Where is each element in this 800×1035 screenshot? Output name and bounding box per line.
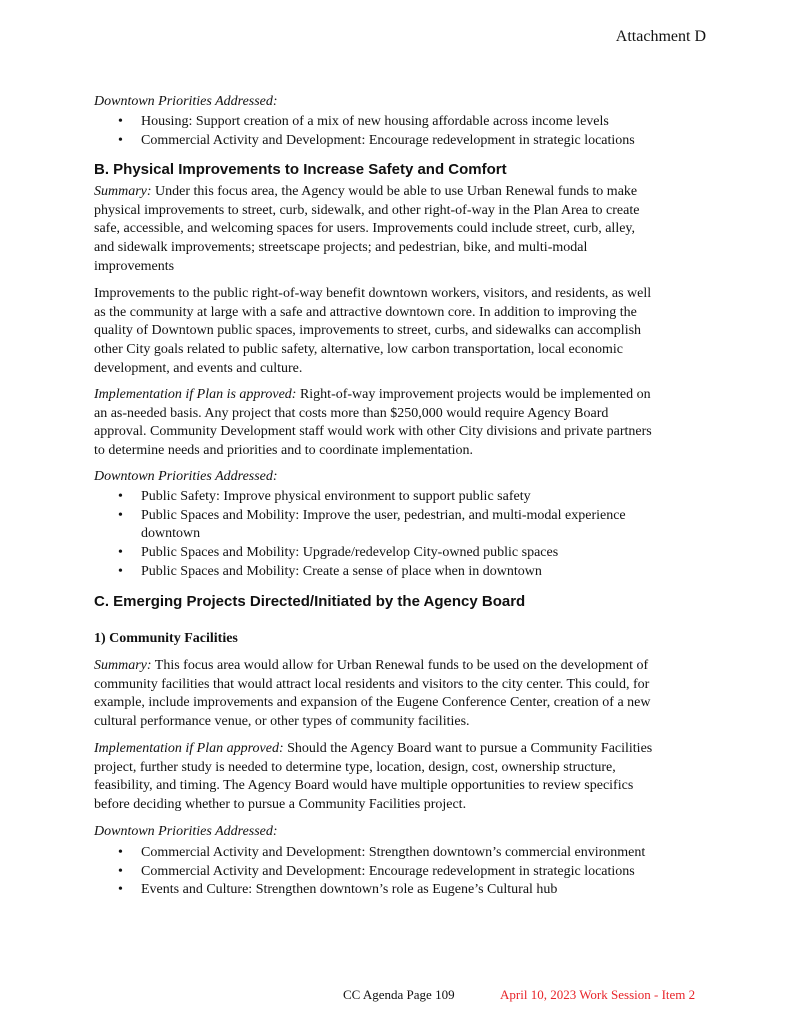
text-line: physical improvements to street, curb, sidewalk, and other right-of-way in the Plan Area to create [94, 202, 640, 218]
text-line [94, 657, 714, 676]
label-block [94, 823, 714, 842]
text-line: project, further study is needed to determine type, location, design, cost, ownership structure, [94, 759, 616, 775]
bullet-icon: • [118, 507, 123, 523]
text-line: feasibility, and timing. The Agency Board would have multiple opportunities to review specifics [94, 778, 634, 794]
label-block [94, 93, 714, 112]
bullets-block [94, 488, 714, 582]
bullet-text: Commercial Activity and Development: Strengthen downtown’s commercial environment [141, 845, 646, 860]
attachment-label: Attachment D [615, 28, 706, 45]
para-block [94, 183, 714, 277]
text-line: improvements [94, 258, 175, 274]
text-line: development, and events and culture. [94, 360, 303, 376]
bullet-item [94, 113, 714, 132]
bullet-text: Public Spaces and Mobility: Upgrade/redevelop City-owned public spaces [141, 545, 559, 561]
text-line: cultural performance venue, or other types of community facilities. [94, 714, 470, 730]
text-line [94, 183, 714, 202]
lead-label: Implementation if Plan approved: [94, 741, 284, 756]
text-line: example, include improvements and expansion of the Eugene Conference Center, creation of a new [94, 695, 651, 711]
bullet-item [94, 132, 714, 151]
bullet-icon: • [118, 545, 123, 561]
bullet-text: Housing: Support creation of a mix of new housing affordable across income levels [141, 114, 609, 129]
lead-label: Summary: [94, 184, 152, 199]
bullet-item [94, 844, 714, 863]
text-line [94, 386, 714, 405]
subheading-block [94, 630, 714, 649]
section-heading: C. Emerging Projects Directed/Initiated by the Agency Board [94, 593, 526, 610]
text-line: other City goals related to public safety, alternative, low carbon transportation, local economic [94, 342, 623, 358]
text-line: before deciding whether to pursue a Community Facilities project. [94, 797, 467, 813]
text-line: This focus area would allow for Urban Renewal funds to be used on the development of [151, 658, 649, 673]
bullet-item [94, 488, 714, 507]
text-line [94, 740, 714, 759]
para-block [94, 657, 714, 732]
section-heading: B. Physical Improvements to Increase Safety and Comfort [94, 161, 507, 178]
priorities-label: Downtown Priorities Addressed: [94, 824, 278, 839]
bullet-item [94, 881, 714, 900]
bullets-block [94, 113, 714, 150]
text-line: Should the Agency Board want to pursue a Community Facilities [283, 741, 653, 756]
text-line: an as-needed basis. Any project that costs more than $250,000 would require Agency Board [94, 405, 609, 421]
bullet-text: Public Spaces and Mobility: Create a sense of place when in downtown [141, 563, 542, 579]
footer-session: April 10, 2023 Work Session - Item 2 [500, 987, 696, 1002]
priorities-label: Downtown Priorities Addressed: [94, 94, 278, 109]
text-line: Under this focus area, the Agency would be able to use Urban Renewal funds to make [151, 184, 638, 199]
bullet-icon: • [118, 863, 123, 879]
subsection-heading: 1) Community Facilities [94, 631, 238, 646]
para-block [94, 285, 714, 379]
bullet-text: Public Spaces and Mobility: Improve the user, pedestrian, and multi-modal experience [141, 507, 626, 523]
text-line: approval. Community Development staff would work with other City divisions and private partners [94, 424, 652, 440]
para-block [94, 386, 714, 461]
bullet-icon: • [118, 845, 123, 860]
lead-label: Implementation if Plan is approved: [94, 387, 297, 402]
bullet-item [94, 507, 714, 544]
label-block [94, 468, 714, 487]
bullet-text: Public Safety: Improve physical environment to support public safety [141, 489, 531, 504]
text-line: and sidewalk improvements; streetscape projects; and pedestrian, bike, and multi-modal [94, 240, 588, 256]
para-block [94, 740, 714, 815]
text-line: Right-of-way improvement projects would be implemented on [296, 387, 651, 402]
bullet-icon: • [118, 114, 123, 129]
text-line: Improvements to the public right-of-way benefit downtown workers, visitors, and residents, as well [94, 286, 652, 301]
bullet-item [94, 544, 714, 563]
text-line: to determine needs and priorities and to coordinate implementation. [94, 443, 474, 459]
bullet-icon: • [118, 563, 123, 579]
text-line: community facilities that would attract local residents and visitors to the city center. This could, for [94, 676, 650, 692]
bullet-icon: • [118, 489, 123, 504]
bullet-text: Events and Culture: Strengthen downtown’s role as Eugene’s Cultural hub [141, 882, 558, 898]
heading-block [94, 593, 714, 612]
footer-agenda-page: CC Agenda Page 109 [343, 987, 455, 1002]
bullet-text: Commercial Activity and Development: Encourage redevelopment in strategic locations [141, 863, 635, 879]
bullet-item [94, 863, 714, 882]
bullet-icon: • [118, 132, 123, 148]
lead-label: Summary: [94, 658, 152, 673]
bullet-text: downtown [141, 526, 201, 542]
text-line: safe, accessible, and welcoming spaces for users. Improvements could include street, curb, alley, [94, 221, 636, 237]
bullets-block [94, 844, 714, 900]
bullet-text: Commercial Activity and Development: Encourage redevelopment in strategic locations [141, 132, 635, 148]
priorities-label: Downtown Priorities Addressed: [94, 469, 278, 484]
text-line: quality of Downtown public spaces, improvements to street, curbs, and sidewalks can accomplish [94, 323, 642, 339]
heading-block [94, 161, 714, 180]
bullet-item [94, 563, 714, 582]
bullet-icon: • [118, 882, 123, 898]
text-line: as the community at large with a safe and attractive downtown core. In addition to improving the [94, 304, 637, 320]
